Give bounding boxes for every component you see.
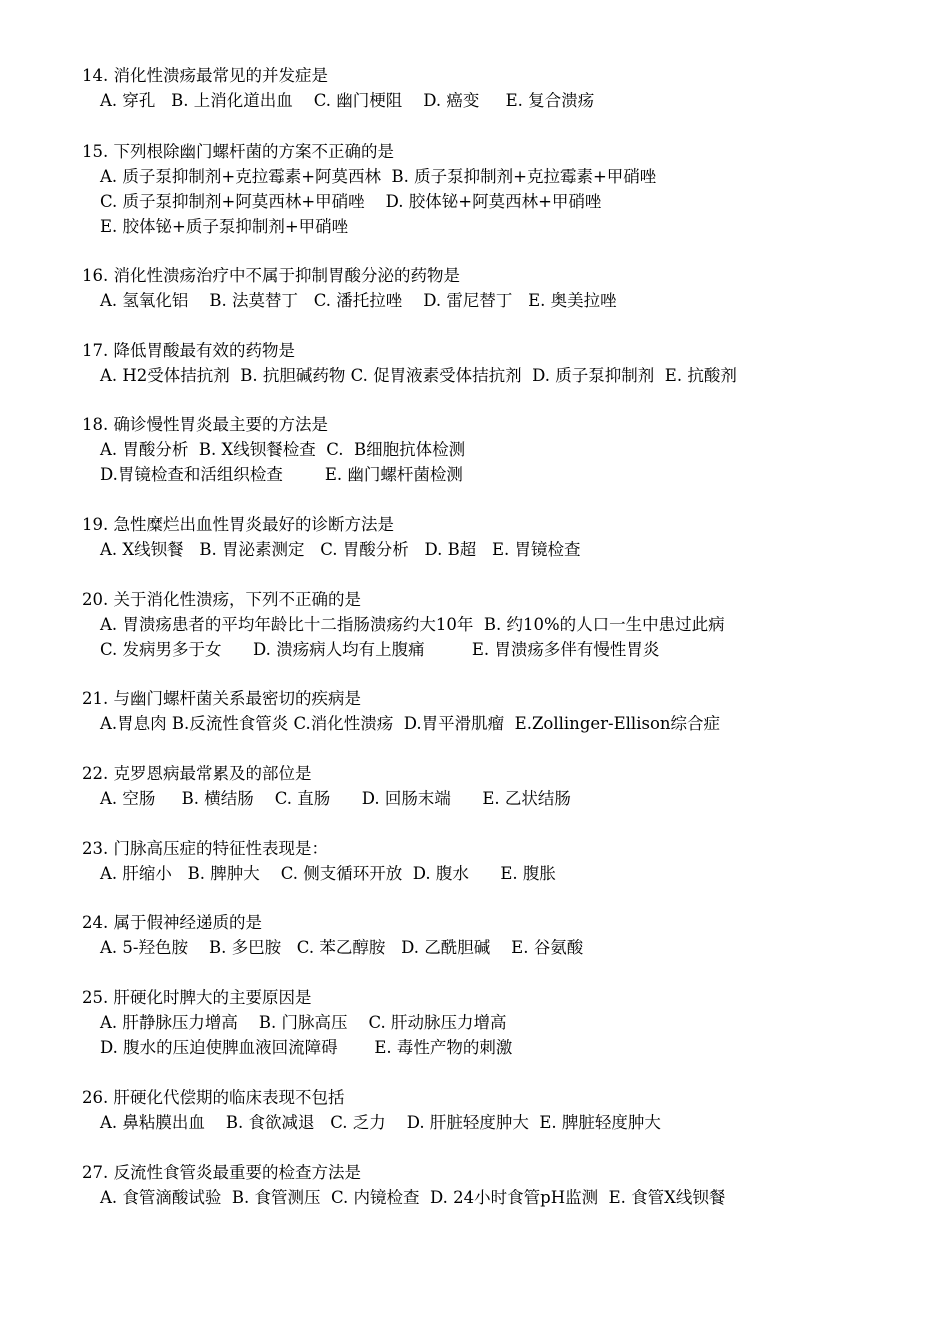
question-stem: 24. 属于假神经递质的是 bbox=[82, 913, 262, 932]
answer-options: A. H2受体拮抗剂 B. 抗胆碱药物 C. 促胃液素受体拮抗剂 D. 质子泵抑制剂 E. 抗酸剂 bbox=[100, 366, 737, 385]
question-stem: 22. 克罗恩病最常累及的部位是 bbox=[82, 764, 312, 783]
question-27 bbox=[82, 1160, 932, 1210]
question-stem: 27. 反流性食管炎最重要的检查方法是 bbox=[82, 1163, 361, 1182]
answer-options: A. 肝静脉压力增高 B. 门脉高压 C. 肝动脉压力增高 bbox=[100, 1013, 507, 1032]
question-stem: 15. 下列根除幽门螺杆菌的方案不正确的是 bbox=[82, 142, 394, 161]
question-stem: 25. 肝硬化时脾大的主要原因是 bbox=[82, 988, 312, 1007]
answer-options: C. 质子泵抑制剂+阿莫西林+甲硝唑 D. 胶体铋+阿莫西林+甲硝唑 bbox=[100, 192, 602, 211]
answer-options: A. 胃酸分析 B. X线钡餐检查 C. B细胞抗体检测 bbox=[100, 440, 466, 459]
answer-options: D.胃镜检查和活组织检查 E. 幽门螺杆菌检测 bbox=[100, 465, 463, 484]
answer-options: A. X线钡餐 B. 胃泌素测定 C. 胃酸分析 D. B超 E. 胃镜检查 bbox=[100, 540, 581, 559]
question-stem: 21. 与幽门螺杆菌关系最密切的疾病是 bbox=[82, 689, 361, 708]
question-21 bbox=[82, 686, 932, 736]
question-stem: 14. 消化性溃疡最常见的并发症是 bbox=[82, 66, 328, 85]
answer-options: A. 胃溃疡患者的平均年龄比十二指肠溃疡约大10年 B. 约10%的人口一生中患过此病 bbox=[100, 615, 725, 634]
question-17 bbox=[82, 338, 932, 388]
question-18 bbox=[82, 412, 932, 487]
answer-options: A. 空肠 B. 横结肠 C. 直肠 D. 回肠末端 E. 乙状结肠 bbox=[100, 789, 571, 808]
question-stem: 18. 确诊慢性胃炎最主要的方法是 bbox=[82, 415, 328, 434]
question-20 bbox=[82, 587, 932, 662]
answer-options: A. 穿孔 B. 上消化道出血 C. 幽门梗阻 D. 癌变 E. 复合溃疡 bbox=[100, 91, 595, 110]
answer-options: A. 食管滴酸试验 B. 食管测压 C. 内镜检查 D. 24小时食管pH监测 E. 食管X线钡餐 bbox=[100, 1188, 726, 1207]
question-14 bbox=[82, 63, 932, 113]
question-23 bbox=[82, 836, 932, 886]
question-25 bbox=[82, 985, 932, 1060]
answer-options: A. 5-羟色胺 B. 多巴胺 C. 苯乙醇胺 D. 乙酰胆碱 E. 谷氨酸 bbox=[100, 938, 584, 957]
answer-options: A. 氢氧化铝 B. 法莫替丁 C. 潘托拉唑 D. 雷尼替丁 E. 奥美拉唑 bbox=[100, 291, 617, 310]
question-15 bbox=[82, 139, 932, 239]
answer-options: C. 发病男多于女 D. 溃疡病人均有上腹痛 E. 胃溃疡多伴有慢性胃炎 bbox=[100, 640, 660, 659]
question-19 bbox=[82, 512, 932, 562]
question-stem: 20. 关于消化性溃疡，下列不正确的是 bbox=[82, 590, 361, 609]
answer-options: E. 胶体铋+质子泵抑制剂+甲硝唑 bbox=[100, 217, 349, 236]
question-stem: 23. 门脉高压症的特征性表现是： bbox=[82, 839, 328, 858]
question-stem: 17. 降低胃酸最有效的药物是 bbox=[82, 341, 295, 360]
answer-options: A.胃息肉 B.反流性食管炎 C.消化性溃疡 D.胃平滑肌瘤 E.Zollinger-Ellison综合症 bbox=[100, 714, 721, 733]
question-16 bbox=[82, 263, 932, 313]
answer-options: A. 肝缩小 B. 脾肿大 C. 侧支循环开放 D. 腹水 E. 腹胀 bbox=[100, 864, 556, 883]
question-24 bbox=[82, 910, 932, 960]
answer-options: D. 腹水的压迫使脾血液回流障碍 E. 毒性产物的刺激 bbox=[100, 1038, 513, 1057]
answer-options: A. 质子泵抑制剂+克拉霉素+阿莫西林 B. 质子泵抑制剂+克拉霉素+甲硝唑 bbox=[100, 167, 657, 186]
question-stem: 26. 肝硬化代偿期的临床表现不包括 bbox=[82, 1088, 345, 1107]
question-26 bbox=[82, 1085, 932, 1135]
question-stem: 16. 消化性溃疡治疗中不属于抑制胃酸分泌的药物是 bbox=[82, 266, 460, 285]
answer-options: A. 鼻粘膜出血 B. 食欲减退 C. 乏力 D. 肝脏轻度肿大 E. 脾脏轻度肿大 bbox=[100, 1113, 661, 1132]
question-stem: 19. 急性糜烂出血性胃炎最好的诊断方法是 bbox=[82, 515, 394, 534]
question-22 bbox=[82, 761, 932, 811]
